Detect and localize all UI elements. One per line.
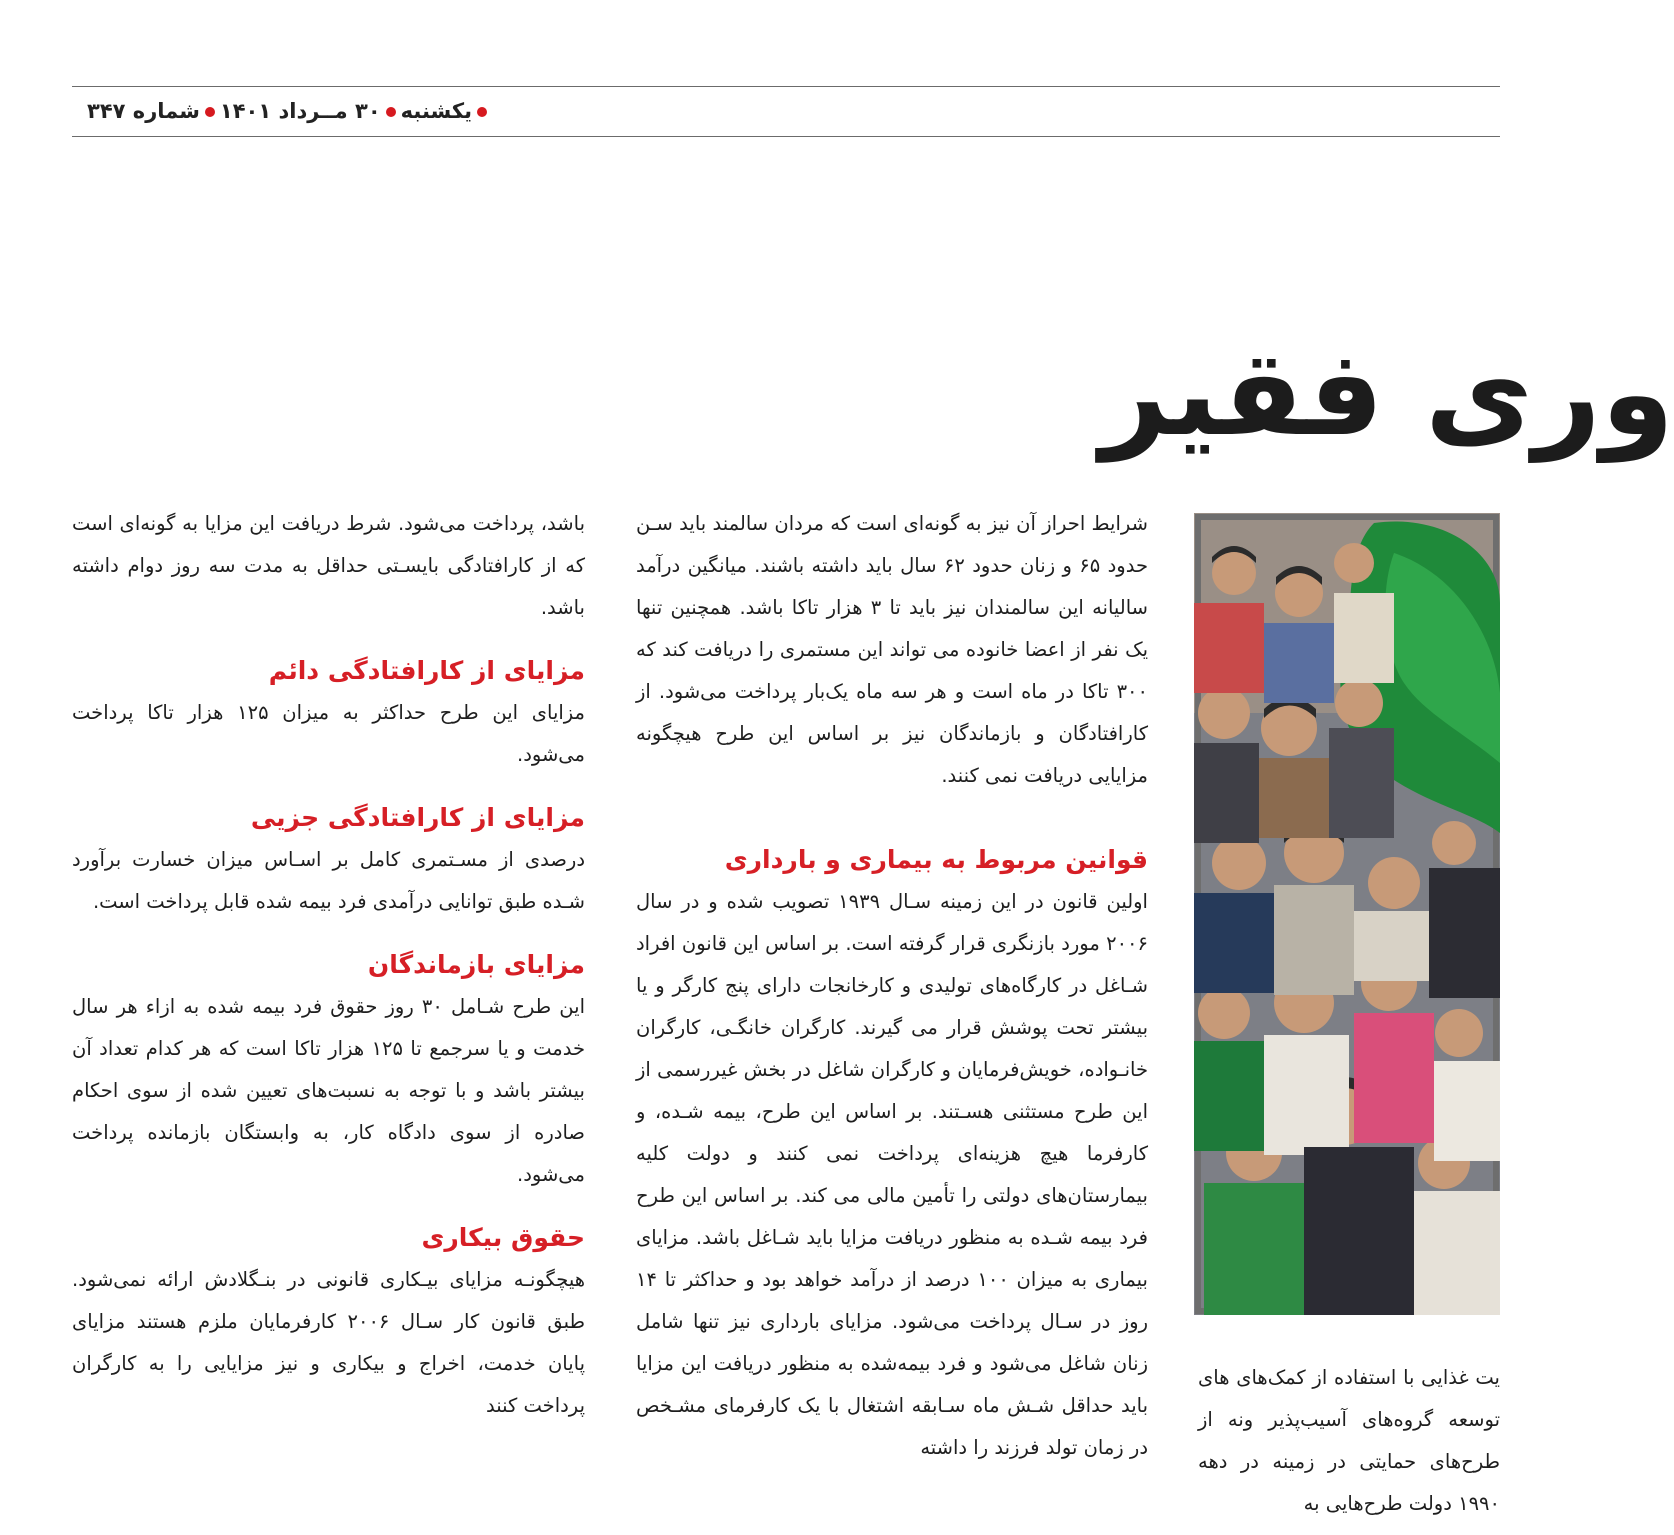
bullet-icon	[386, 107, 396, 117]
crowd-photo	[1194, 513, 1500, 1315]
column-right-text: یت غذایی با استفاده از کمک‌های های توسعه گروه‌های آسیب‌پذیر ونه از طرح‌های حمایتی در زمینه در دهه ۱۹۹۰ دولت طرح‌هایی به	[1198, 1366, 1500, 1515]
column-left	[72, 503, 585, 1535]
column-middle-intro: شرایط احراز آن نیز به گونه‌ای است که مردان سالمند باید سـن حدود ۶۵ و زنان حدود ۶۲ سال باید داشته باشند. میانگین درآمد سالیانه این سالمندان نیز باید تا ۳ هزار تاکا باشد. همچنین تنها یک نفر از اعضا خانوده می تواند این مستمری را دریافت کند که ۳۰۰ تاکا در ماه است و هر سه ماه یک‌بار پرداخت می‌شود. از کارافتادگان و بازماندگان نیز بر اساس این طرح هیچگونه مزایایی دریافت نمی کنند.	[636, 512, 1148, 787]
section-title-partial-disability: مزایای از کارافتادگی جزیی	[250, 803, 585, 832]
section-title-permanent-disability: مزایای از کارافتادگی دائم	[268, 656, 585, 685]
bullet-icon	[477, 107, 487, 117]
bullet-icon	[205, 107, 215, 117]
section-text-survivors: این طرح شـامل ۳۰ روز حقوق فرد بیمه شده به ازاء هر سال خدمت و یا سرجمع تا ۱۲۵ هزار تاکا است که هر کدام تعداد آن بیشتر باشد و با توجه به نسبت‌های تعیین شده از سوی احکام صادره از سوی دادگاه کار، به وابستگان بازمانده پرداخت می‌شود.	[72, 995, 585, 1186]
header-rule-bottom	[72, 136, 1500, 137]
crowd-photo-image	[1194, 513, 1500, 1315]
headline-container	[1100, 318, 1674, 488]
headline: وری فقیر	[1100, 324, 1674, 462]
section-title-unemployment: حقوق بیکاری	[421, 1223, 585, 1252]
spacer	[636, 797, 1148, 839]
section-text-partial-disability: درصدی از مسـتمری کامل بر اسـاس میزان خسارت برآورد شـده طبق توانایی درآمدی فرد بیمه شده قابل پرداخت است.	[72, 848, 585, 913]
dateline	[72, 93, 492, 129]
spacer	[72, 1196, 585, 1217]
spacer	[72, 776, 585, 797]
column-left-intro: باشد، پرداخت می‌شود. شرط دریافت این مزایا به گونه‌ای است که از کارافتادگی بایسـتی حداقل به مدت سه روز دوام داشته باشد.	[72, 512, 585, 619]
section-text-permanent-disability: مزایای این طرح حداکثر به میزان ۱۲۵ هزار تاکا پرداخت می‌شود.	[72, 701, 586, 766]
section-title-survivors: مزایای بازماندگان	[367, 950, 585, 979]
spacer	[72, 629, 585, 650]
section-title-illness-maternity: قوانین مربوط به بیماری و بارداری	[724, 845, 1148, 874]
dateline-issue: شماره ۳۴۷	[87, 99, 200, 123]
column-right	[1198, 1357, 1500, 1535]
dateline-day: یکشنبه	[400, 99, 472, 123]
section-text-illness-maternity: اولین قانون در این زمینه سـال ۱۹۳۹ تصویب شده و در سال ۲۰۰۶ مورد بازنگری قرار گرفته است. بر اساس این قانون افراد شـاغل در کارگاه‌های تولیدی و کارخانجات دارای پنج کارگر و یا بیشتر تحت پوشش قرار می گیرند. کارگران خانگـی، کارگران خانـواده، خویش‌فرمایان و کارگران شاغل در بخش غیررسمی از این طرح مستثنی هسـتند. بر اساس این طرح، بیمه شـده، و کارفرما هیچ هزینه‌ای پرداخت نمی کنند و دولت کلیه بیمارستان‌های دولتی را تأمین مالی می کند. بر اساس این طرح فرد بیمه شـده به منظور دریافت مزایا باید شـاغل باشد. مزایای بیماری به میزان ۱۰۰ درصد از درآمد خواهد بود و حداکثر تا ۱۴ روز در سـال پرداخت می‌شود. مزایای بارداری نیز تنها شامل زنان شاغل می‌شود و فرد بیمه‌شده به منظور دریافت این مزایا باید حداقل شـش ماه سـابقه اشتغال با یک کارفرمای مشـخص در زمان تولد فرزند را داشته	[636, 890, 1148, 1459]
header-rule-top	[72, 86, 1500, 87]
dateline-date: ۳۰ مــرداد ۱۴۰۱	[219, 99, 381, 123]
section-text-unemployment: هیچگونـه مزایای بیـکاری قانونی در بنـگلادش ارائه نمی‌شود. طبق قانون کار سـال ۲۰۰۶ کارفرمایان ملزم هستند مزایای پایان خدمت، اخراج و بیکاری و نیز مزایایی را به کارگران پرداخت کنند	[72, 1268, 585, 1417]
spacer	[72, 923, 585, 944]
column-middle	[636, 503, 1148, 1535]
